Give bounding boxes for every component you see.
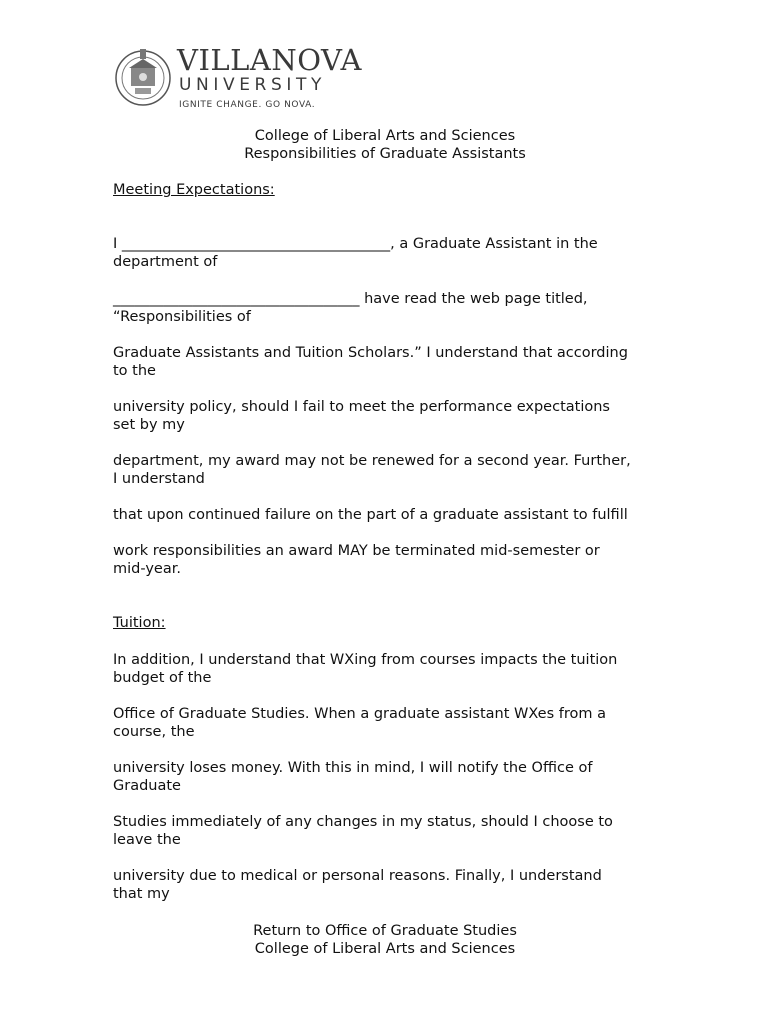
paragraph-line: I understand xyxy=(113,471,205,487)
paragraph-line: university loses money. With this in mind, I will notify the Office of xyxy=(113,760,593,776)
paragraph-line: department, my award may not be renewed for a second year. Further, xyxy=(113,453,631,469)
tuition-heading: Tuition: xyxy=(113,615,166,631)
paragraph-line: to the xyxy=(113,363,156,379)
meeting-expectations-heading: Meeting Expectations: xyxy=(113,182,275,198)
paragraph-line: department of xyxy=(113,254,218,270)
paragraph-line: I _____________________________________, a Graduate Assistant in the xyxy=(113,236,598,252)
paragraph-line: Graduate Assistants and Tuition Scholars.” I understand that according xyxy=(113,345,628,361)
paragraph-line: leave the xyxy=(113,832,181,848)
footer-return: Return to Office of Graduate Studies xyxy=(253,923,517,939)
university-logo xyxy=(113,44,373,112)
paragraph-line: set by my xyxy=(113,417,185,433)
paragraph-line: mid-year. xyxy=(113,561,181,577)
logo-tagline: IGNITE CHANGE. GO NOVA. xyxy=(179,100,316,110)
paragraph-line: university policy, should I fail to meet the performance expectations xyxy=(113,399,610,415)
header-title: Responsibilities of Graduate Assistants xyxy=(244,146,526,162)
paragraph-line: Office of Graduate Studies. When a graduate assistant WXes from a xyxy=(113,706,606,722)
footer-college: College of Liberal Arts and Sciences xyxy=(254,941,516,957)
header-college: College of Liberal Arts and Sciences xyxy=(254,128,516,144)
paragraph-line: “Responsibilities of xyxy=(113,309,251,325)
paragraph-line: budget of the xyxy=(113,670,212,686)
logo-name: VILLANOVA xyxy=(177,43,362,77)
paragraph-line: that upon continued failure on the part of a graduate assistant to fulfill xyxy=(113,507,628,523)
university-seal-icon xyxy=(113,44,173,108)
wordmark xyxy=(177,44,362,111)
logo-university: UNIVERSITY xyxy=(179,75,326,95)
paragraph-line: Studies immediately of any changes in my status, should I choose to xyxy=(113,814,613,830)
paragraph-line: In addition, I understand that WXing from courses impacts the tuition xyxy=(113,652,618,668)
paragraph-line: that my xyxy=(113,886,170,902)
paragraph-line: university due to medical or personal reasons. Finally, I understand xyxy=(113,868,602,884)
paragraph-line: work responsibilities an award MAY be terminated mid-semester or xyxy=(113,543,600,559)
paragraph-line: course, the xyxy=(113,724,195,740)
paragraph-line: Graduate xyxy=(113,778,181,794)
paragraph-line: __________________________________ have read the web page titled, xyxy=(113,291,588,307)
